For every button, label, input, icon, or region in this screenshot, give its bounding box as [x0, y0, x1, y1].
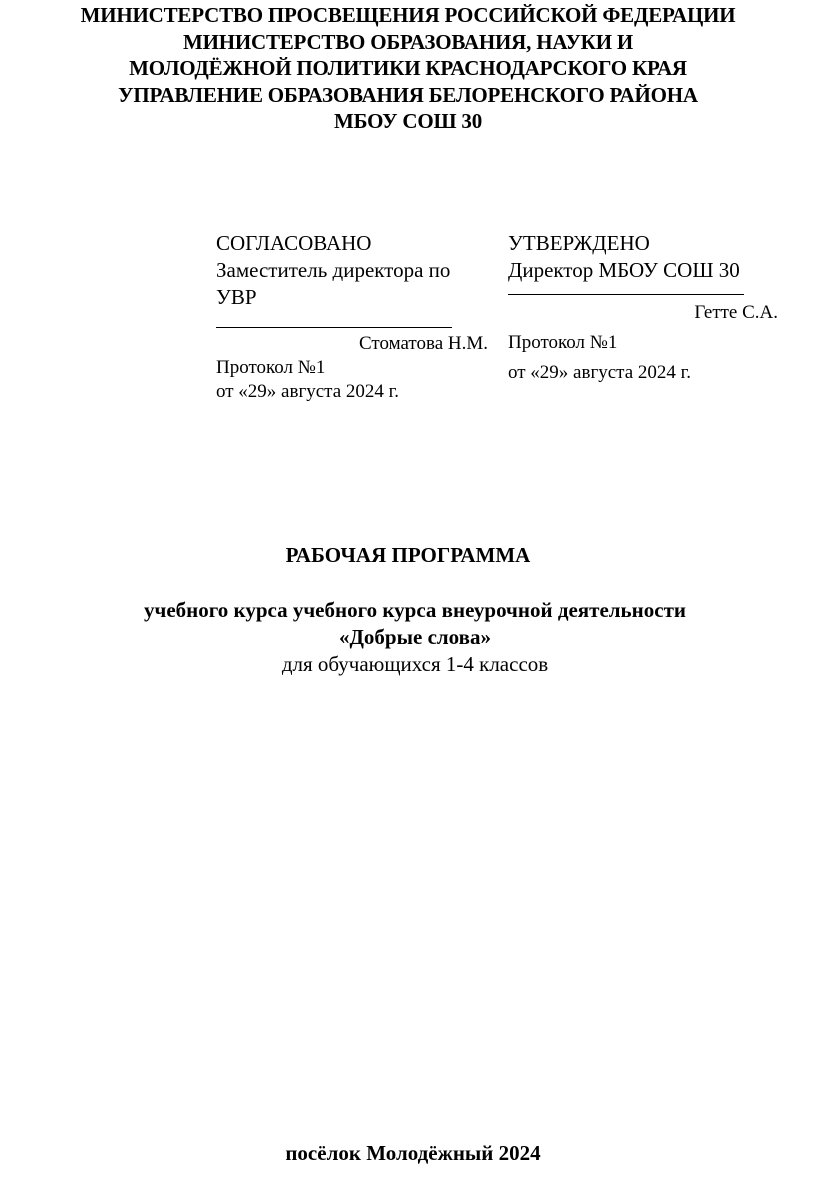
audience-line: для обучающихся 1-4 классов — [281, 652, 549, 676]
header-line: УПРАВЛЕНИЕ ОБРАЗОВАНИЯ БЕЛОРЕНСКОГО РАЙОНА — [118, 82, 698, 107]
agreed-protocol: Протокол №1 — [216, 357, 326, 378]
approved-block — [508, 230, 786, 385]
program-description — [0, 597, 816, 678]
document-header — [0, 2, 816, 135]
approved-position: Директор МБОУ СОШ 30 — [508, 258, 740, 282]
agreed-position-cont: УВР — [216, 285, 257, 309]
header-line: МИНИСТЕРСТВО ПРОСВЕЩЕНИЯ РОССИЙСКОЙ ФЕДЕРАЦИИ — [80, 3, 736, 27]
approved-signer: Гетте С.А. — [694, 302, 778, 323]
agreed-position: Заместитель директора по — [216, 258, 451, 282]
approved-date: от «29» августа 2024 г. — [508, 362, 692, 383]
header-line: МОЛОДЁЖНОЙ ПОЛИТИКИ КРАСНОДАРСКОГО КРАЯ — [129, 56, 687, 80]
agreed-block — [216, 230, 496, 404]
approved-heading: УТВЕРЖДЕНО — [508, 231, 650, 255]
approved-signature-line — [508, 294, 744, 295]
header-line: МИНИСТЕРСТВО ОБРАЗОВАНИЯ, НАУКИ И — [182, 29, 634, 54]
course-line: учебного курса учебного курса внеурочной деятельности — [143, 598, 686, 622]
course-name: «Добрые слова» — [338, 625, 491, 649]
agreed-signature-line — [216, 327, 452, 328]
place-year: посёлок Молодёжный 2024 — [285, 1141, 541, 1165]
program-title: РАБОЧАЯ ПРОГРАММА — [285, 543, 531, 567]
agreed-heading: СОГЛАСОВАНО — [216, 231, 372, 255]
agreed-signer: Стоматова Н.М. — [358, 333, 488, 354]
approved-protocol: Протокол №1 — [508, 332, 618, 353]
header-line: МБОУ СОШ 30 — [334, 109, 482, 133]
agreed-date: от «29» августа 2024 г. — [216, 381, 400, 402]
